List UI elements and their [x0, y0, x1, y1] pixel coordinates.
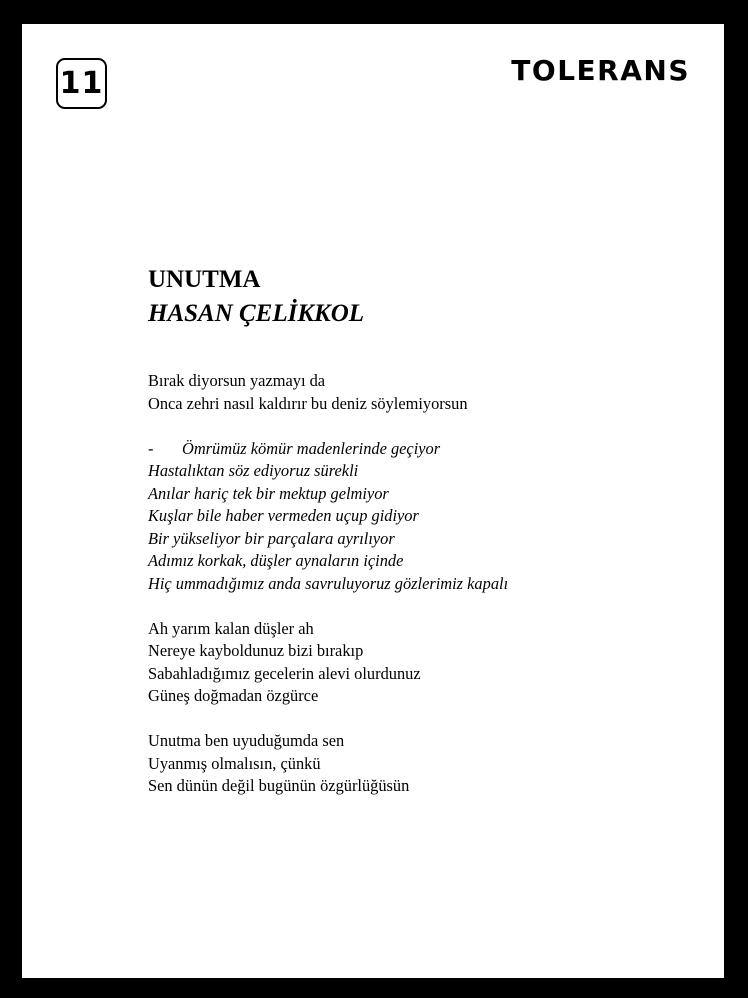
poem-body [148, 370, 708, 820]
page-number: 11 [56, 58, 107, 109]
poem-line: Anılar hariç tek bir mektup gelmiyor [148, 483, 389, 503]
poem-line [148, 438, 708, 461]
poem-line: Nereye kayboldunuz bizi bırakıp [148, 641, 364, 660]
poem-line: Sen dünün değil bugünün özgürlüğüsün [148, 776, 410, 795]
poem-line: Sabahladığımız gecelerin alevi olurdunuz [148, 663, 421, 683]
poem-line: Onca zehri nasıl kaldırır bu deniz söylemiyorsun [148, 393, 468, 413]
poem-line: Bırak diyorsun yazmayı da [148, 371, 326, 390]
poem-line: Kuşlar bile haber vermeden uçup gidiyor [148, 506, 419, 525]
poem-line: Hiç ummadığımız anda savruluyoruz gözlerimiz kapalı [148, 573, 509, 593]
poem-line: Hastalıktan söz ediyoruz sürekli [148, 461, 359, 480]
magazine-page [22, 24, 724, 978]
poem-line: Güneş doğmadan özgürce [148, 686, 319, 705]
poem-line: Ah yarım kalan düşler ah [148, 618, 314, 638]
poem-line-text: Ömrümüz kömür madenlerinde geçiyor [182, 438, 441, 458]
poem-line: Unutma ben uyuduğumda sen [148, 731, 345, 750]
poem-line: Adımız korkak, düşler aynaların içinde [148, 551, 404, 570]
magazine-brand-logo: TOLERANS [511, 54, 690, 87]
stanza-1 [148, 370, 708, 415]
stanza-2 [148, 438, 708, 596]
poem-line: Uyanmış olmalısın, çünkü [148, 753, 321, 773]
poem-author: HASAN ÇELİKKOL [148, 300, 365, 327]
stanza-3 [148, 618, 708, 708]
dialogue-dash: - [148, 438, 154, 458]
poem-title: UNUTMA [148, 266, 261, 293]
poem-line: Bir yükseliyor bir parçalara ayrılıyor [148, 528, 395, 548]
stanza-4 [148, 730, 708, 798]
